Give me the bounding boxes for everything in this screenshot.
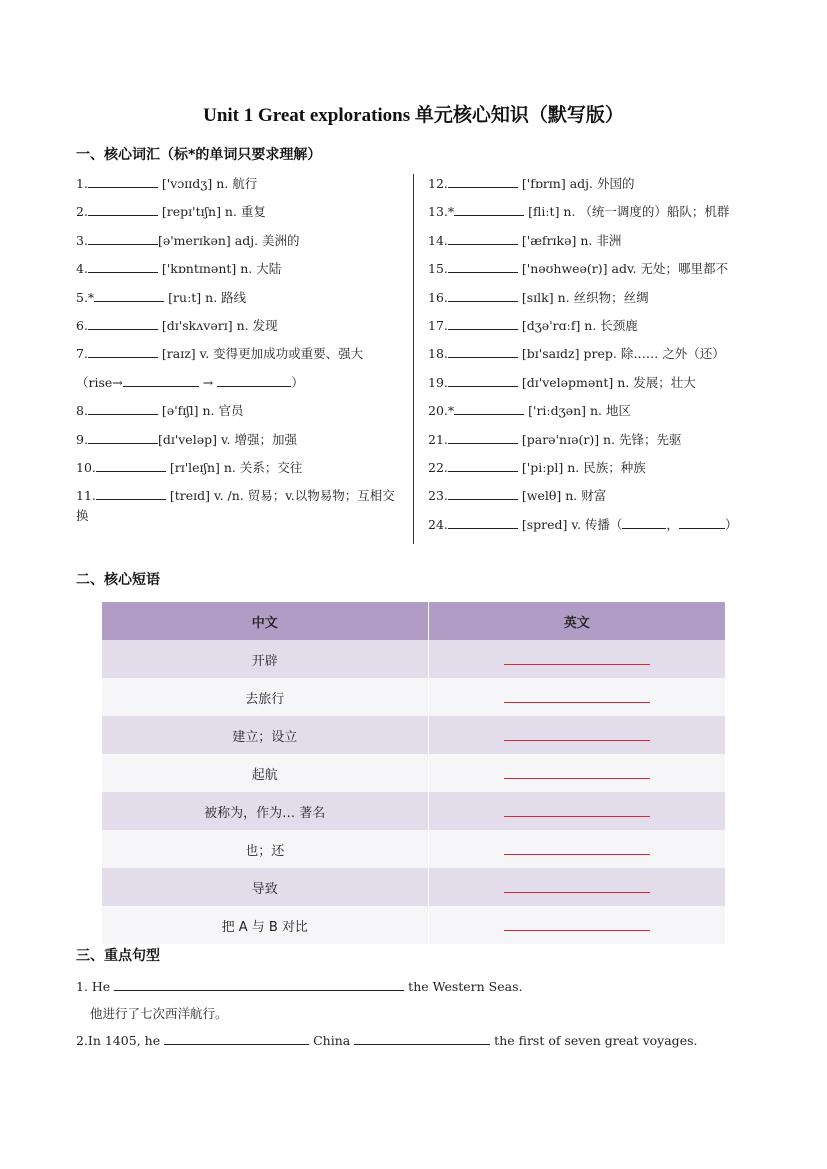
vocab-column-right xyxy=(428,174,768,543)
answer-blank[interactable] xyxy=(504,687,650,703)
vocab-definition: ['vɔɪɪdʒ] n. 航行 xyxy=(161,176,258,191)
vocab-definition: [ə'merɪkən] adj. 美洲的 xyxy=(157,232,300,248)
answer-blank[interactable] xyxy=(448,175,518,188)
answer-blank[interactable] xyxy=(94,289,164,302)
vocab-item xyxy=(428,344,768,372)
vocab-item xyxy=(76,231,406,259)
close-paren: ） xyxy=(724,516,738,532)
vocab-item xyxy=(428,458,768,486)
vocab-definition: [repɪ'tɪʃn] n. 重复 xyxy=(161,204,266,220)
vocab-number: 10. xyxy=(76,459,96,475)
phrase-english-cell xyxy=(428,906,726,944)
vocab-number: 6. xyxy=(76,317,88,333)
vocab-item xyxy=(428,486,768,514)
sentence-1-translation: 他进行了七次西洋航行。 xyxy=(90,1006,228,1021)
vocab-definition: [dɪ'veləpmənt] n. 发展；壮大 xyxy=(521,374,696,390)
comma: ， xyxy=(666,516,679,532)
vocab-item xyxy=(428,202,768,230)
vocab-number: 7. xyxy=(76,346,88,362)
vocab-number: 11. xyxy=(76,488,96,504)
vocab-number: 21. xyxy=(428,431,448,447)
vocab-definition: ['fɒrɪn] adj. 外国的 xyxy=(521,176,635,191)
sentence-text: 2.In 1405, he xyxy=(76,1033,161,1048)
vocab-number: 5.* xyxy=(76,289,95,305)
vocab-number: 15. xyxy=(428,261,448,277)
table-row xyxy=(102,640,726,678)
vocab-number: 9. xyxy=(76,431,88,447)
answer-blank[interactable] xyxy=(88,317,158,330)
table-row xyxy=(102,678,726,716)
table-row xyxy=(102,868,726,906)
answer-blank[interactable] xyxy=(454,402,524,415)
sentence-2 xyxy=(76,1032,697,1048)
answer-blank[interactable] xyxy=(448,431,518,444)
vocab-number: 12. xyxy=(428,176,448,191)
section-phrases-heading: 二、核心短语 xyxy=(76,572,160,588)
answer-blank[interactable] xyxy=(88,175,158,188)
vocab-item xyxy=(428,401,768,429)
table-row xyxy=(102,716,726,754)
sentence-text: 1. He xyxy=(76,979,111,994)
rise-suffix: ） xyxy=(291,374,304,390)
answer-blank[interactable] xyxy=(504,649,650,665)
table-row xyxy=(102,792,726,830)
vocab-definition: [ə'fɪʃl] n. 官员 xyxy=(161,403,244,419)
vocab-number: 20.* xyxy=(428,403,455,419)
section-vocab-heading: 一、核心词汇（标*的单词只要求理解） xyxy=(76,147,322,163)
vocab-definition: [fliːt] n. （统一调度的）船队；机群 xyxy=(528,204,730,220)
vocab-definition: [sɪlk] n. 丝织物；丝绸 xyxy=(521,289,649,305)
vocab-definition: ['æfrɪkə] n. 非洲 xyxy=(521,232,622,248)
vocab-item xyxy=(428,174,768,202)
answer-blank[interactable] xyxy=(448,459,518,472)
vocab-number: 19. xyxy=(428,374,448,390)
vocab-definition: [parə'nɪə(r)] n. 先锋；先驱 xyxy=(521,431,682,447)
vocab-number: 17. xyxy=(428,317,448,333)
answer-blank[interactable] xyxy=(504,877,650,893)
vocab-number: 4. xyxy=(76,261,88,277)
answer-blank[interactable] xyxy=(622,516,666,529)
vocab-number: 22. xyxy=(428,459,448,475)
answer-blank[interactable] xyxy=(504,801,650,817)
vocab-item xyxy=(76,430,406,458)
vocab-definition: [spred] v. 传播（ xyxy=(521,516,623,532)
answer-blank[interactable] xyxy=(448,260,518,273)
vocab-item xyxy=(76,344,406,372)
answer-blank[interactable] xyxy=(164,1032,309,1045)
column-divider xyxy=(413,174,414,544)
vocab-definition: [raɪz] v. 变得更加成功或重要、强大 xyxy=(161,346,364,362)
vocab-number: 1. xyxy=(76,176,88,191)
answer-blank[interactable] xyxy=(448,487,518,500)
table-row xyxy=(102,754,726,792)
phrase-table xyxy=(102,602,726,944)
phrase-english-cell xyxy=(428,792,726,830)
sentence-1 xyxy=(76,978,522,994)
vocab-item xyxy=(76,401,406,429)
phrase-chinese: 开辟 xyxy=(102,640,428,678)
vocab-number: 8. xyxy=(76,403,88,419)
vocab-definition: [dʒə'rɑːf] n. 长颈鹿 xyxy=(521,317,638,333)
vocab-definition: [welθ] n. 财富 xyxy=(521,488,607,504)
vocab-definition: [ruːt] n. 路线 xyxy=(168,289,247,305)
vocab-definition: [rɪ'leɪʃn] n. 关系；交往 xyxy=(169,459,303,475)
vocab-item xyxy=(76,174,406,202)
vocab-item xyxy=(428,430,768,458)
phrase-chinese: 去旅行 xyxy=(102,678,428,716)
answer-blank[interactable] xyxy=(448,232,518,245)
vocab-item xyxy=(76,458,406,486)
vocab-definition: [dɪ'veləp] v. 增强；加强 xyxy=(157,431,297,447)
answer-blank[interactable] xyxy=(448,374,518,387)
answer-blank[interactable] xyxy=(88,345,158,358)
phrase-english-cell xyxy=(428,716,726,754)
phrase-english-cell xyxy=(428,678,726,716)
sentence-text: the first of seven great voyages. xyxy=(494,1033,698,1048)
vocab-definition: ['riːdʒən] n. 地区 xyxy=(528,403,631,419)
phrase-chinese: 起航 xyxy=(102,754,428,792)
vocab-item xyxy=(428,288,768,316)
answer-blank[interactable] xyxy=(96,459,166,472)
page-title: Unit 1 Great explorations 单元核心知识（默写版） xyxy=(203,105,624,126)
answer-blank[interactable] xyxy=(448,317,518,330)
vocab-item xyxy=(76,486,406,543)
answer-blank[interactable] xyxy=(88,402,158,415)
answer-blank[interactable] xyxy=(454,203,524,216)
sentence-text: the Western Seas. xyxy=(408,979,523,994)
answer-blank[interactable] xyxy=(88,203,158,216)
rise-prefix: （rise→ xyxy=(76,374,123,390)
phrase-chinese: 把 A 与 B 对比 xyxy=(102,906,428,944)
vocab-item-rise-forms xyxy=(76,373,406,401)
vocab-item xyxy=(428,515,768,543)
answer-blank[interactable] xyxy=(448,516,518,529)
vocab-definition: [bɪ'saɪdz] prep. 除…… 之外（还） xyxy=(521,346,725,362)
answer-blank[interactable] xyxy=(123,374,199,387)
answer-blank[interactable] xyxy=(504,725,650,741)
answer-blank[interactable] xyxy=(504,915,650,931)
vocab-number: 13.* xyxy=(428,204,455,220)
answer-blank[interactable] xyxy=(504,763,650,779)
vocab-number: 24. xyxy=(428,516,448,532)
phrase-chinese: 导致 xyxy=(102,868,428,906)
answer-blank[interactable] xyxy=(448,345,518,358)
vocab-item xyxy=(428,316,768,344)
answer-blank[interactable] xyxy=(88,431,158,444)
answer-blank[interactable] xyxy=(88,232,158,245)
column-header-chinese: 中文 xyxy=(102,602,428,640)
phrase-english-cell xyxy=(428,640,726,678)
arrow-icon: → xyxy=(202,374,214,390)
vocab-item xyxy=(76,259,406,287)
vocab-item xyxy=(76,288,406,316)
vocab-item xyxy=(428,259,768,287)
answer-blank[interactable] xyxy=(504,839,650,855)
answer-blank[interactable] xyxy=(679,516,725,529)
vocab-definition: ['piːpl] n. 民族；种族 xyxy=(521,459,646,475)
vocab-number: 3. xyxy=(76,232,88,248)
answer-blank[interactable] xyxy=(448,289,518,302)
vocab-item xyxy=(76,316,406,344)
vocab-item xyxy=(428,373,768,401)
vocab-definition: ['kɒntɪnənt] n. 大陆 xyxy=(161,261,282,277)
vocab-number: 18. xyxy=(428,346,448,362)
answer-blank[interactable] xyxy=(96,487,166,500)
answer-blank[interactable] xyxy=(217,374,291,387)
answer-blank[interactable] xyxy=(354,1032,490,1045)
phrase-chinese: 建立；设立 xyxy=(102,716,428,754)
vocab-number: 23. xyxy=(428,488,448,504)
vocab-item xyxy=(76,202,406,230)
section-sentences-heading: 三、重点句型 xyxy=(76,948,160,964)
table-header-row xyxy=(102,602,726,640)
vocab-number: 16. xyxy=(428,289,448,305)
vocab-number: 14. xyxy=(428,232,448,248)
vocab-definition: ['nəʊhweə(r)] adv. 无处；哪里都不 xyxy=(521,261,728,277)
vocab-column-left xyxy=(76,174,406,543)
phrase-chinese: 也；还 xyxy=(102,830,428,868)
answer-blank[interactable] xyxy=(114,978,404,991)
vocab-item xyxy=(428,231,768,259)
column-header-english: 英文 xyxy=(428,602,726,640)
sentence-text: China xyxy=(313,1033,351,1048)
vocab-definition: [dɪ'skʌvərɪ] n. 发现 xyxy=(161,317,278,333)
phrase-english-cell xyxy=(428,830,726,868)
phrase-chinese: 被称为，作为… 著名 xyxy=(102,792,428,830)
phrase-english-cell xyxy=(428,754,726,792)
answer-blank[interactable] xyxy=(88,260,158,273)
table-row xyxy=(102,906,726,944)
table-row xyxy=(102,830,726,868)
phrase-english-cell xyxy=(428,868,726,906)
vocab-definition: [treɪd] v. /n. 贸易；v.以物易物；互相交换 xyxy=(76,488,395,524)
vocab-number: 2. xyxy=(76,204,88,220)
